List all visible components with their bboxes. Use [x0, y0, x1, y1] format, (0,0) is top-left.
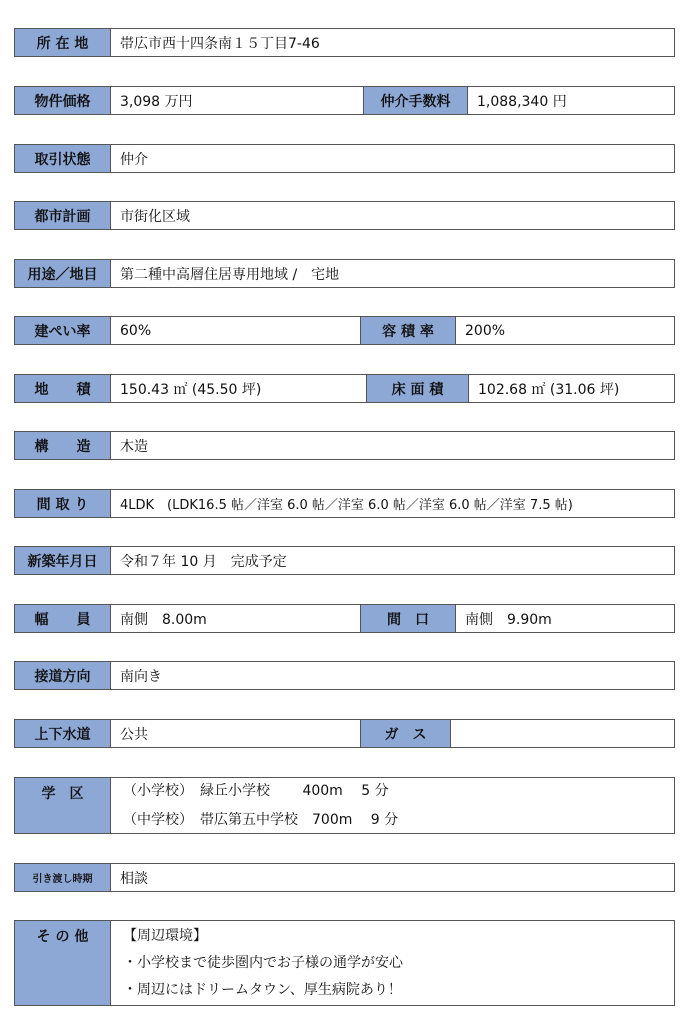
frontage-label: 間 口 — [360, 605, 456, 632]
water-label: 上下水道 — [15, 720, 111, 747]
built-label: 新築年月日 — [15, 547, 111, 574]
road-width-value: 南側 8.00m — [120, 611, 207, 628]
row-road-width — [14, 604, 675, 633]
row-transaction — [14, 144, 675, 173]
price-label: 物件価格 — [15, 87, 111, 114]
floor-ratio-label: 容 積 率 — [360, 317, 456, 344]
built-value: 令和７年 10 月 完成予定 — [120, 553, 287, 570]
row-city-plan — [14, 201, 675, 230]
other-heading: 【周辺環境】 — [123, 928, 207, 944]
row-use-zone — [14, 259, 675, 288]
row-utilities — [14, 719, 675, 748]
handover-value: 相談 — [120, 870, 148, 887]
row-price — [14, 86, 675, 115]
city-plan-value: 市街化区域 — [120, 208, 190, 225]
city-plan-label: 都市計画 — [15, 202, 111, 229]
row-coverage — [14, 316, 675, 345]
transaction-label: 取引状態 — [15, 145, 111, 172]
gas-value — [451, 720, 674, 747]
school-label: 学 区 — [15, 778, 111, 833]
land-area-value: 150.43 ㎡ (45.50 坪) — [120, 381, 262, 398]
other-note-nearby: ・周辺にはドリームタウン、厚生病院あり！ — [123, 982, 402, 998]
row-school — [14, 777, 675, 834]
fee-value: 1,088,340 円 — [477, 93, 567, 110]
row-handover — [14, 863, 675, 892]
transaction-value: 仲介 — [120, 151, 148, 168]
row-layout — [14, 489, 675, 518]
handover-label: 引き渡し時期 — [15, 864, 111, 891]
structure-label: 構 造 — [15, 432, 111, 459]
floor-area-value: 102.68 ㎡ (31.06 坪) — [478, 381, 620, 398]
row-location — [14, 28, 675, 57]
row-land-area — [14, 374, 675, 403]
row-built — [14, 546, 675, 575]
road-direction-label: 接道方向 — [15, 662, 111, 689]
price-value: 3,098 万円 — [120, 93, 193, 110]
other-value — [111, 921, 674, 1005]
location-value: 帯広市西十四条南１５丁目7-46 — [120, 35, 320, 52]
other-note-school: ・小学校まで徒歩圏内でお子様の通学が安心 — [123, 955, 403, 971]
floor-area-label: 床 面 積 — [366, 375, 469, 402]
row-other — [14, 920, 675, 1006]
school-value — [111, 778, 674, 833]
road-direction-value: 南向き — [120, 668, 162, 685]
row-structure — [14, 431, 675, 460]
school-junior-high: （中学校） 帯広第五中学校 700m 9 分 — [123, 811, 399, 828]
water-value: 公共 — [120, 726, 148, 743]
gas-label: ガ ス — [360, 720, 451, 747]
floor-ratio-value: 200% — [465, 322, 506, 339]
location-label: 所 在 地 — [15, 29, 111, 56]
coverage-label: 建ぺい率 — [15, 317, 111, 344]
coverage-value: 60% — [120, 322, 152, 339]
other-label: そ の 他 — [15, 921, 111, 1005]
structure-value: 木造 — [120, 438, 148, 455]
land-area-label: 地 積 — [15, 375, 111, 402]
frontage-value: 南側 9.90m — [465, 611, 552, 628]
school-elementary: （小学校） 緑丘小学校 400m 5 分 — [123, 782, 389, 799]
road-width-label: 幅 員 — [15, 605, 111, 632]
use-zone-label: 用途／地目 — [15, 260, 111, 287]
use-zone-value: 第二種中高層住居専用地域 / 宅地 — [120, 266, 340, 283]
layout-label: 間 取 り — [15, 490, 111, 517]
row-road-direction — [14, 661, 675, 690]
fee-label: 仲介手数料 — [363, 87, 468, 114]
layout-value: 4LDK (LDK16.5 帖／洋室 6.0 帖／洋室 6.0 帖／洋室 6.0 帖／洋室 7.5 帖) — [120, 498, 573, 513]
